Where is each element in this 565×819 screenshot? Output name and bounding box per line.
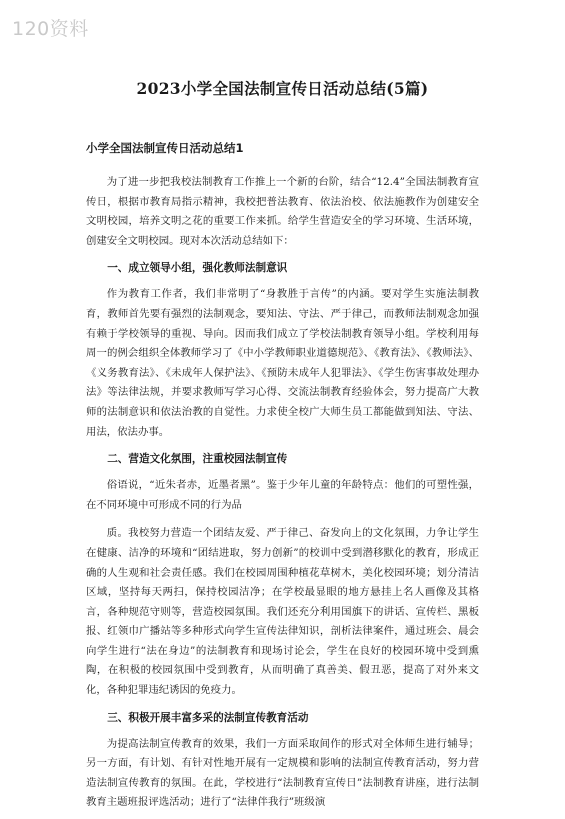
watermark: 120资料 [12, 18, 89, 40]
subheading-1: 一、成立领导小组，强化教师法制意识 [107, 262, 288, 275]
paragraph-3: 为提高法制宣传教育的效果，我们一方面采取间作的形式对全体师生进行辅导；另一方面，有计划、有针对性地开展有一定规模和影响的法制宣传教育活动，努力营造法制宣传教育的氛围。在此，学校进行“法制教育宣传日”法制教育讲座，进行法制教育主题班报评选活动；进行了“法律伴我行”班级演 [86, 737, 479, 809]
paragraph-2b: 质。我校努力营造一个团结友爱、严于律己、奋发向上的文化氛围，力争让学生在健康、洁净的环境和“团结进取，努力创新”的校训中受到潜移默化的教育，形成正确的人生观和社会责任感。我们在校园周围种植花草树木，美化校园环境；划分清洁区域，坚持每天两扫，保持校园洁净；在学校最显眼的地方悬挂上名人画像及其格言，各种规范守则等，营造校园氛围。我们还充分利用国旗下的讲话、宣传栏、黑板报、红领巾广播站等多种形式向学生宣传法律知识，剖析法律案件，通过班会、晨会向学生进行“法在身边”的法制教育和现场讨论会，学生在良好的校园环境中受到熏陶，在积极的校园氛围中受到教育，从而明确了真善美、假丑恶，提高了对外来文化，各种犯罪违纪诱因的免疫力。 [86, 527, 479, 697]
document-title: 2023小学全国法制宣传日活动总结(5篇) [136, 79, 429, 98]
section-title: 小学全国法制宣传日活动总结1 [86, 141, 244, 155]
subheading-3: 三、积极开展丰富多采的法制宣传教育活动 [107, 711, 309, 724]
paragraph-2a: 俗语说，“近朱者赤，近墨者黑”。鉴于少年儿童的年龄特点：他们的可塑性强，在不同环境中可形成不同的行为品 [86, 479, 479, 511]
document-body [86, 140, 479, 819]
subheading-2: 二、营造文化氛围，注重校园法制宣传 [107, 453, 288, 466]
intro-paragraph: 为了进一步把我校法制教育工作推上一个新的台阶，结合“12.4”全国法制教育宣传日，根据市教育局指示精神，我校把普法教育、依法治校、依法施教作为创建安全文明校园，培养文明之花的重要工作来抓。给学生营造安全的学习环境、生活环境，创建安全文明校园。现对本次活动总结如下： [86, 176, 479, 247]
paragraph-1: 作为教育工作者，我们非常明了“身教胜于言传”的内涵。要对学生实施法制教育，教师首先要有强烈的法制观念，要知法、守法、严于律己，而教师法制观念加强有赖于学校领导的重视、导向。因而我们成立了学校法制教育领导小组。学校利用每周一的例会组织全体教师学习了《中小学教师职业道德规范》、《教育法》、《教师法》、《义务教育法》、《未成年人保护法》、《预防未成年人犯罪法》、《学生伤害事故处理办法》等法律法规，并要求教师写学习心得、交流法制教育经验体会，努力提高广大教师的法制意识和依法治教的自觉性。力求使全校广大师生员工都能做到知法、守法、用法，依法办事。 [86, 288, 479, 438]
